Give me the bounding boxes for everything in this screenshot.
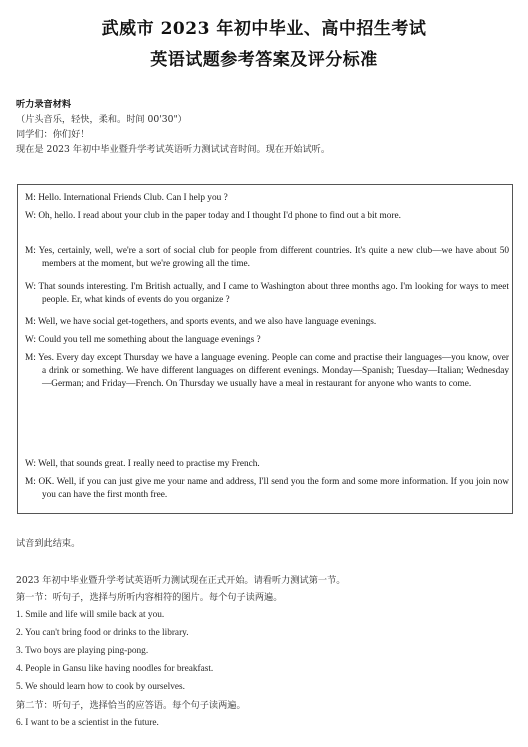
trial-start-text: 现在是 2023 年初中毕业暨升学考试英语听力测试试音时间。现在开始试听。 <box>16 144 331 155</box>
dialogue-line: M: Hello. International Friends Club. Can I help you ? <box>25 193 228 203</box>
dialogue-line: M: Well, we have social get-togethers, and sports events, and we also have language evenings. <box>25 317 377 327</box>
question-item: 6. I want to be a scientist in the future. <box>16 718 159 728</box>
question-item: 5. We should learn how to cook by ourselves. <box>16 682 185 692</box>
dialogue-line: W: Well, that sounds great. I really need to practise my French. <box>25 459 260 469</box>
dialogue-line: W: That sounds interesting. I'm British actually, and I came to Washington about three months ago. I'm looking for ways to meet people. Er, what kinds of events do you organize ? <box>25 282 509 305</box>
question-item: 1. Smile and life will smile back at you. <box>16 610 165 620</box>
test-start-text: 2023 年初中毕业暨升学考试英语听力测试现在正式开始。请看听力测试第一节。 <box>16 575 346 586</box>
dialogue-line: W: Could you tell me something about the language evenings ? <box>25 335 261 345</box>
dialogue-line: M: Yes, certainly, well, we're a sort of social club for people from different countries. It's quite a new club—we have about 50 members at the moment, but we're growing all the time. <box>25 246 509 269</box>
dialogue-line: M: OK. Well, if you can just give me your name and address, I'll send you the form and some more information. If you join now you can have the first month free. <box>25 477 509 500</box>
music-note: （片头音乐，轻快，柔和。时间 00'30"） <box>16 114 187 125</box>
document-subtitle: 英语试题参考答案及评分标准 <box>150 50 378 70</box>
section-two-instruction: 第二节：听句子，选择恰当的应答语。每个句子读两遍。 <box>16 700 246 711</box>
dialogue-line: W: Oh, hello. I read about your club in the paper today and I thought I'd phone to find out a bit more. <box>25 211 401 221</box>
question-item: 4. People in Gansu like having noodles for breakfast. <box>16 664 214 674</box>
dialogue-line: M: Yes. Every day except Thursday we have a language evening. People can come and practise their languages—you know, over a drink or something. We have different languages on different evenings. Monday—Spanish; Tuesday—Italian; Wednesday—German; and Friday—French. On Thursday we usually have a meal in restaurant for anyone who wants to come. <box>25 353 510 389</box>
trial-end-text: 试音到此结束。 <box>16 538 81 549</box>
section-one-instruction: 第一节：听句子，选择与所听内容相符的图片。每个句子读两遍。 <box>16 592 283 603</box>
question-item: 3. Two boys are playing ping-pong. <box>16 646 149 656</box>
document-title: 武威市 2023 年初中毕业、高中招生考试 <box>101 19 427 39</box>
greeting: 同学们：你们好！ <box>16 129 90 140</box>
question-item: 2. You can't bring food or drinks to the library. <box>16 628 189 638</box>
section-heading-listening-material: 听力录音材料 <box>16 99 72 110</box>
